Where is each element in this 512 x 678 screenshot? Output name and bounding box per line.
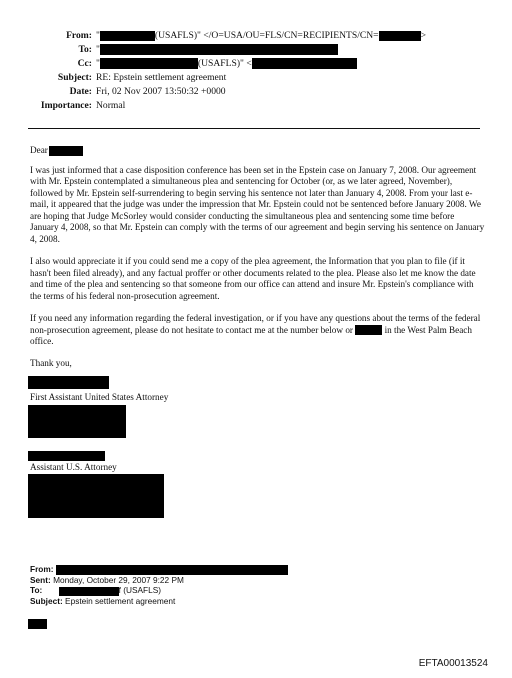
paragraph-1: I was just informed that a case disposition conference has been set in the Epstein case on January 7, 2008. Our agreement with Mr. Epstein contemplated a simultaneous plea and sentencing for October (or, as we later agreed, November), followed by Mr. Epstein self-surrendering to begin serving his sentence not later than January 4, 2008. From your last e-mail, it appeared that the judge was under the impression that Mr. Epstein could not be sentenced before January 2008. We are hoping that Judge McSorley would consider conducting the simultaneous plea and sentencing some time before January 4, 2008, so that Mr. Epstein can comply with the terms of our agreement and begin serving his sentence on January 4, 2008. <box>30 164 485 244</box>
redaction-block <box>100 44 338 55</box>
redaction-block <box>100 58 198 69</box>
cc-label: Cc: <box>77 58 92 69</box>
redaction-block <box>49 146 83 156</box>
importance-label: Importance: <box>40 100 92 111</box>
from-address: (USAFLS)" </O=USA/OU=FLS/CN=RECIPIENTS/CN= <box>154 30 379 41</box>
header-from-row: From: " (USAFLS)" </O=USA/OU=FLS/CN=RECIPIENTS/CN= > <box>30 30 490 42</box>
header-cc-row: Cc: " (USAFLS)" < <box>30 58 490 70</box>
forwarded-header <box>30 564 288 606</box>
document-id: EFTA00013524 <box>418 658 488 669</box>
redaction-block <box>59 587 119 596</box>
subject-label: Subject: <box>57 72 92 83</box>
email-body <box>30 145 485 369</box>
cc-address: (USAFLS)" < <box>197 58 252 69</box>
redaction-block <box>252 58 357 69</box>
salutation: Dear <box>30 145 485 157</box>
fwd-sent-row: Sent: Monday, October 29, 2007 9:22 PM <box>30 574 184 585</box>
redaction-block <box>28 451 105 461</box>
signature-title-2: Assistant U.S. Attorney <box>30 462 117 472</box>
redaction-block <box>56 565 288 575</box>
date-label: Date: <box>69 86 92 97</box>
redaction-block <box>28 474 164 518</box>
closing: Thank you, <box>30 357 72 368</box>
redaction-block <box>379 31 421 41</box>
importance-text: Normal <box>96 100 126 111</box>
paragraph-3: If you need any information regarding the federal investigation, or if you have any questions about the terms of the federal non-prosecution agreement, please do not hesitate to contact me at the number below or in the West Palm Beach office. <box>30 313 481 346</box>
subject-text: RE: Epstein settlement agreement <box>96 72 227 83</box>
redaction-block <box>28 376 109 389</box>
fwd-to-row: To: f (USAFLS) <box>30 585 162 596</box>
header-date-row <box>30 86 490 98</box>
redaction-block <box>28 405 126 438</box>
date-text: Fri, 02 Nov 2007 13:50:32 +0000 <box>96 86 226 97</box>
paragraph-2: I also would appreciate it if you could send me a copy of the plea agreement, the Information that you plan to file (if it hasn't been filed already), and any factual proffer or other documents related to the plea. Please also let me know the date and time of the plea and sentencing so that someone from our office can attend and insure Mr. Epstein's compliance with the terms of his federal non-prosecution agreement. <box>30 256 476 301</box>
fwd-from-row: From: <box>30 564 288 575</box>
from-label: From: <box>66 30 92 41</box>
header-subject-row <box>30 72 490 84</box>
redaction-block <box>355 325 382 335</box>
email-header <box>30 30 490 112</box>
header-importance-row <box>30 100 490 112</box>
header-to-row: To: " <box>30 44 490 56</box>
header-divider <box>28 128 480 129</box>
to-label: To: <box>78 44 92 55</box>
redaction-block <box>28 619 47 629</box>
fwd-subject-row: Subject: Epstein settlement agreement <box>30 595 176 606</box>
signature-title-1: First Assistant United States Attorney <box>30 392 169 402</box>
redaction-block <box>100 31 155 41</box>
